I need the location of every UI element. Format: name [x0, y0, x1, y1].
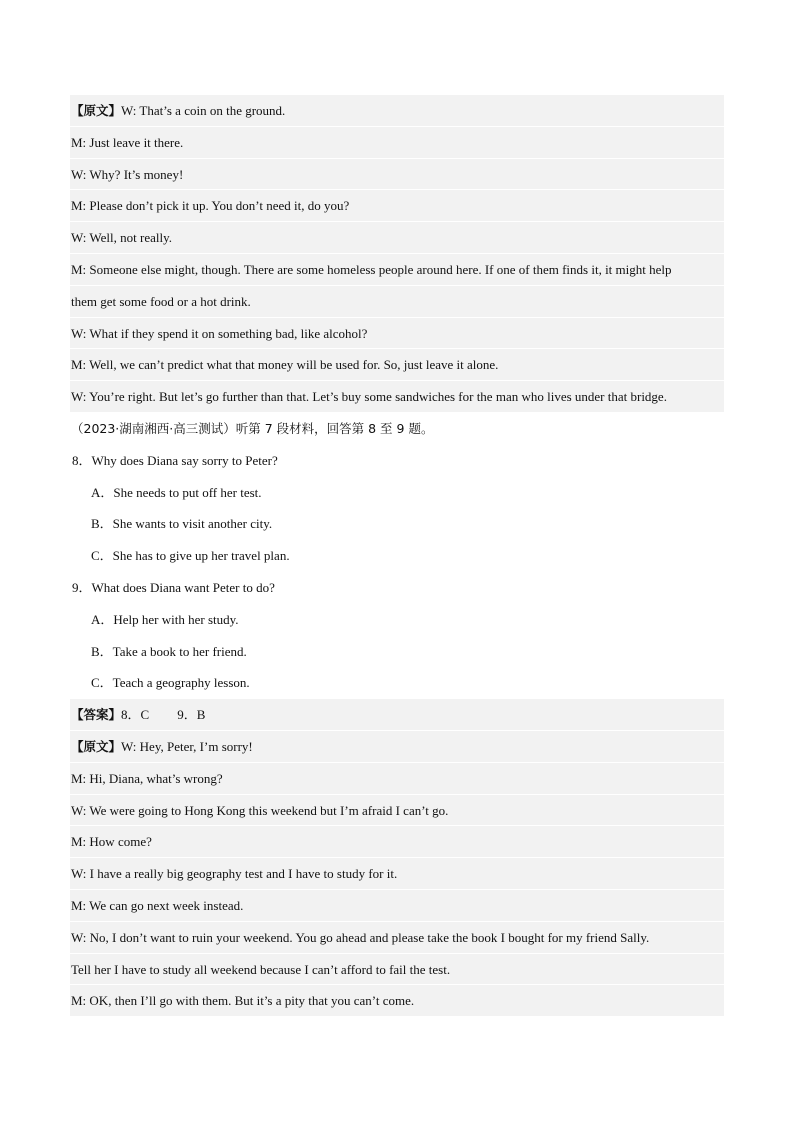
question-option: B．Take a book to her friend.: [91, 643, 247, 659]
transcript2-line: W: No, I don’t want to ruin your weekend. You go ahead and please take the book I bought for my friend Sally.: [70, 922, 724, 954]
transcript2-line: W: I have a really big geography test and I have to study for it.: [70, 858, 724, 890]
transcript2-line: [70, 731, 724, 763]
question-option: B．She wants to visit another city.: [91, 516, 273, 532]
transcript1-line: W: What if they spend it on something bad, like alcohol?: [70, 318, 724, 350]
question-stem: 8．Why does Diana say sorry to Peter?: [72, 452, 278, 468]
answer-line: [70, 699, 724, 731]
transcript1-line: them get some food or a hot drink.: [70, 286, 724, 318]
question-option: C．She has to give up her travel plan.: [91, 548, 290, 564]
transcript2-line: W: We were going to Hong Kong this weekend but I’m afraid I can’t go.: [70, 795, 724, 827]
question-option: A．Help her with her study.: [91, 611, 239, 627]
question-stem: 9．What does Diana want Peter to do?: [72, 579, 275, 595]
transcript1-line: M: Just leave it there.: [70, 127, 724, 159]
question-option: C．Teach a geography lesson.: [91, 675, 250, 691]
transcript2-line: M: We can go next week instead.: [70, 890, 724, 922]
transcript1-line: W: You’re right. But let’s go further than that. Let’s buy some sandwiches for the man who lives under that bridge.: [70, 381, 724, 413]
transcript1-line: M: Well, we can’t predict what that money will be used for. So, just leave it alone.: [70, 349, 724, 381]
section-header: （2023·湖南湘西·高三测试）听第 7 段材料，回答第 8 至 9 题。: [71, 420, 434, 436]
answer-tag: 【答案】: [71, 707, 122, 723]
answer-9: 9．B: [177, 707, 206, 723]
question-option: A．She needs to put off her test.: [91, 484, 262, 500]
answer-8: 8．C: [121, 707, 150, 723]
transcript2-text: W: Hey, Peter, I’m sorry!: [121, 738, 253, 754]
transcript1-line: M: Please don’t pick it up. You don’t need it, do you?: [70, 190, 724, 222]
transcript1-line: W: Why? It’s money!: [70, 159, 724, 191]
original-text-tag: 【原文】: [71, 103, 122, 118]
transcript2-line: M: OK, then I’ll go with them. But it’s a pity that you can’t come.: [70, 985, 724, 1017]
transcript1-line: W: Well, not really.: [70, 222, 724, 254]
transcript2-line: M: Hi, Diana, what’s wrong?: [70, 763, 724, 795]
transcript1-line: [70, 95, 724, 127]
original-text-tag: 【原文】: [71, 738, 122, 754]
document-content: [70, 95, 724, 1017]
transcript2-line: Tell her I have to study all weekend because I can’t afford to fail the test.: [70, 954, 724, 986]
transcript1-line: M: Someone else might, though. There are some homeless people around here. If one of them finds it, it might help: [70, 254, 724, 286]
transcript1-text: W: That’s a coin on the ground.: [121, 103, 286, 118]
transcript2-line: M: How come?: [70, 826, 724, 858]
